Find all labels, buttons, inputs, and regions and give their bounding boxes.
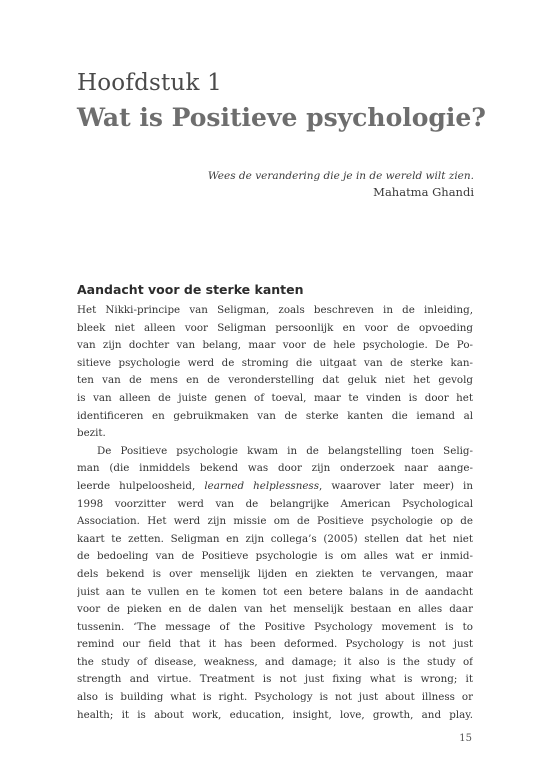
text-line: Association. Het werd zijn missie om de Positieve psychologie op de bbox=[77, 515, 473, 528]
text-line: De Positieve psychologie kwam in de belangstelling toen Selig- bbox=[97, 444, 473, 457]
text-line: van zijn dochter van belang, maar voor de hele psychologie. De Po- bbox=[77, 339, 473, 352]
text-line: health; it is about work, education, insight, love, growth, and play. bbox=[77, 708, 473, 721]
chapter-label: Hoofdstuk 1 bbox=[77, 70, 222, 96]
text-line: 1998 voorzitter werd van de belangrijke American Psychological bbox=[77, 497, 473, 510]
text-run: , waarover later meer) in bbox=[319, 479, 473, 492]
epigraph-quote: Wees de verandering die je in de wereld wilt zien. bbox=[207, 170, 474, 182]
italic-term: learned helplessness bbox=[204, 479, 319, 492]
text-line: voor de pieken en de dalen van het menselijk bestaan en alles daar bbox=[77, 603, 473, 616]
section-heading: Aandacht voor de sterke kanten bbox=[77, 282, 304, 297]
epigraph-author: Mahatma Ghandi bbox=[373, 185, 474, 199]
text-run: leerde hulpeloosheid, bbox=[77, 479, 205, 492]
text-line: identificeren en gebruikmaken van de sterke kanten die iemand al bbox=[77, 409, 473, 422]
text-line: kaart te zetten. Seligman en zijn collega’s (2005) stellen dat het niet bbox=[77, 532, 473, 545]
text-line: bezit. bbox=[77, 427, 106, 440]
text-line: man (die inmiddels bekend was door zijn onderzoek naar aange- bbox=[77, 462, 473, 475]
text-line: Het Nikki-principe van Seligman, zoals beschreven in de inleiding, bbox=[77, 304, 473, 316]
body-text bbox=[77, 302, 473, 724]
text-line: ten van de mens en de veronderstelling dat geluk niet het gevolg bbox=[77, 374, 473, 387]
text-line: strength and virtue. Treatment is not just fixing what is wrong; it bbox=[77, 673, 473, 686]
text-line: juist aan te vullen en te komen tot een betere balans in de aandacht bbox=[77, 585, 473, 598]
text-line: de bedoeling van de Positieve psychologie is om alles wat er inmid- bbox=[77, 550, 473, 563]
text-line: bleek niet alleen voor Seligman persoonlijk en voor de opvoeding bbox=[77, 321, 473, 334]
text-line: remind our field that it has been deformed. Psychology is not just bbox=[77, 638, 473, 651]
epigraph bbox=[208, 168, 474, 200]
text-line-with-italic bbox=[77, 478, 473, 496]
text-line: also is building what is right. Psychology is not just about illness or bbox=[77, 691, 473, 704]
text-line: is van alleen de juiste genen of toeval, maar te vinden is door het bbox=[77, 391, 473, 404]
text-line: sitieve psychologie werd de stroming die uitgaat van de sterke kan- bbox=[77, 356, 473, 369]
text-line: dels bekend is over menselijk lijden en ziekten te vervangen, maar bbox=[77, 567, 473, 580]
page-number: 15 bbox=[459, 733, 472, 744]
chapter-title: Wat is Positieve psychologie? bbox=[77, 103, 486, 132]
text-line: the study of disease, weakness, and damage; it also is the study of bbox=[77, 655, 473, 668]
text-line: tussenin. ‘The message of the Positive Psychology movement is to bbox=[77, 620, 473, 633]
